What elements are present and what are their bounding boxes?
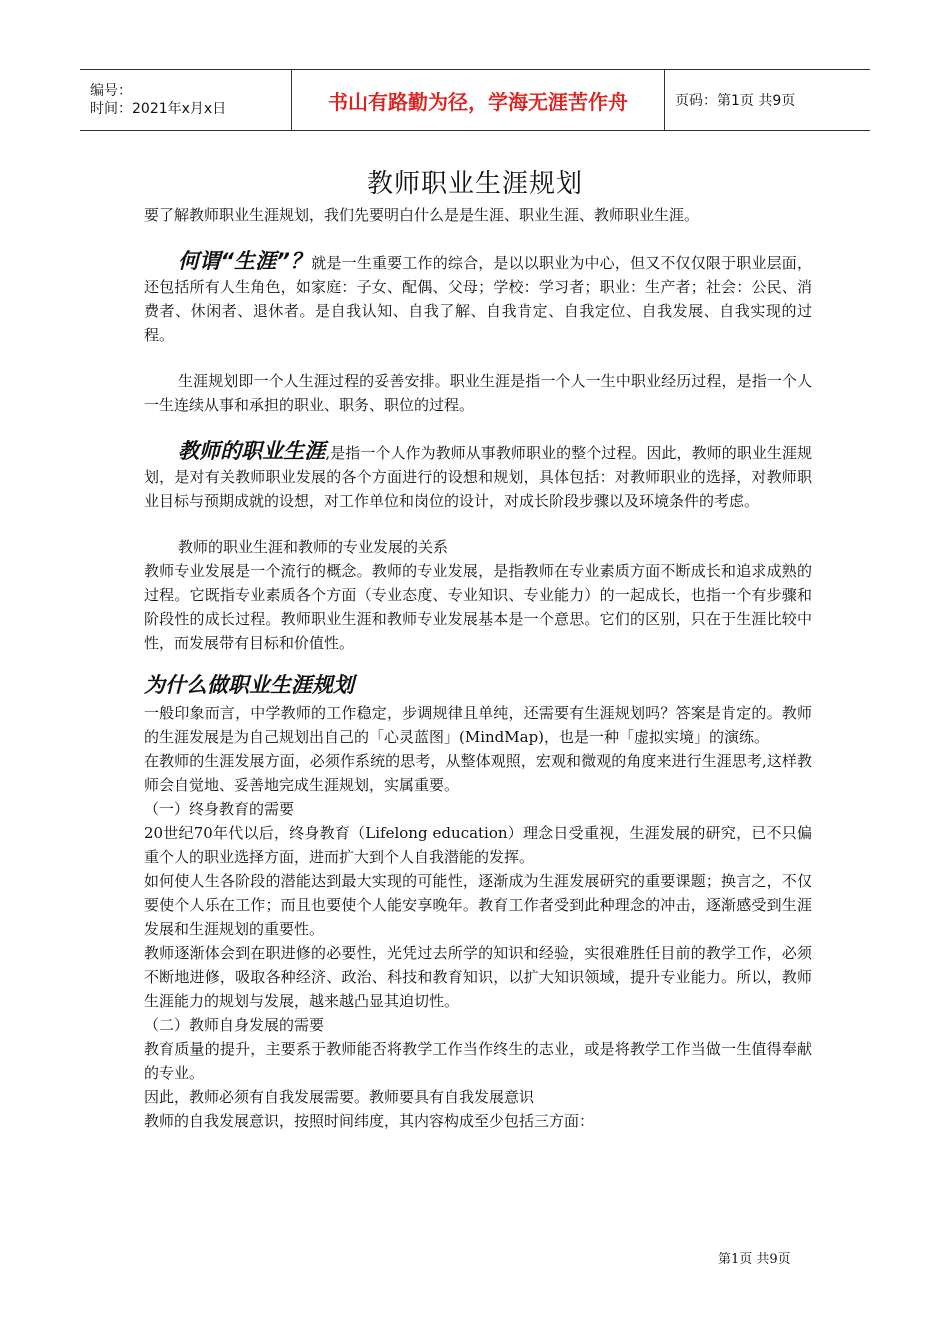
paragraph-self-dev-3: 教师的自我发展意识，按照时间纬度，其内容构成至少包括三方面： xyxy=(144,1112,595,1130)
header-meta xyxy=(80,70,292,130)
paragraph-intro: 要了解教师职业生涯规划，我们先要明白什么是是生涯、职业生涯、教师职业生涯。 xyxy=(144,206,700,224)
paragraph-self-dev-1: 教育质量的提升，主要系于教师能否将教学工作当作终生的志业，或是将教学工作当做一生值得奉献的专业。 xyxy=(144,1040,812,1082)
section-heading-why: 为什么做职业生涯规划 xyxy=(144,673,354,697)
header-motto: 书山有路勤为径，学海无涯苦作舟 xyxy=(328,89,628,114)
header-motto-cell xyxy=(292,70,665,130)
header-page-number: 页码：第1页 共9页 xyxy=(675,93,796,109)
paragraph-lifelong-3: 教师逐渐体会到在职进修的必要性，光凭过去所学的知识和经验，实很难胜任目前的教学工作，必须不断地进修，吸取各种经济、政治、科技和教育知识，以扩大知识领域，提升专业能力。所以，教师生涯能力的规划与发展，越来越凸显其迫切性。 xyxy=(144,944,812,1010)
paragraph-why-2: 在教师的生涯发展方面，必须作系统的思考，从整体观照，宏观和微观的角度来进行生涯思考,这样教师会自觉地、妥善地完成生涯规划，实属重要。 xyxy=(144,752,812,794)
page-header xyxy=(80,69,870,131)
career-term-emphasis: 何谓“生涯”？ xyxy=(178,249,312,273)
paragraph-self-dev-2: 因此，教师必须有自我发展需要。教师要具有自我发展意识 xyxy=(144,1088,535,1106)
paragraph-lifelong-2: 如何使人生各阶段的潜能达到最大实现的可能性，逐渐成为生涯发展研究的重要课题；换言之，不仅要使个人乐在工作；而且也要使个人能安享晚年。教育工作者受到此种理念的冲击，逐渐感受到生涯发展和生涯规划的重要性。 xyxy=(144,872,812,938)
paragraph-career-definition: 何谓“生涯”？就是一生重要工作的综合，是以以职业为中心，但又不仅仅限于职业层面，还包括所有人生角色，如家庭：子女、配偶、父母；学校：学习者；职业：生产者；社会：公民、消费者、休闲者、退休者。是自我认知、自我了解、自我肯定、自我定位、自我发展、自我实现的过程。 xyxy=(144,249,812,344)
header-page-cell xyxy=(665,70,870,130)
document-number-label: 编号： xyxy=(90,83,132,99)
paragraph-teacher-career: 教师的职业生涯,是指一个人作为教师从事教师职业的整个过程。因此，教师的职业生涯规划，是对有关教师职业发展的各个方面进行的设想和规划，具体包括：对教师职业的选择，对教师职业目标与预期成就的设想，对工作单位和岗位的设计，对成长阶段步骤以及环境条件的考虑。 xyxy=(144,439,812,510)
paragraph-career-planning: 生涯规划即一个人生涯过程的妥善安排。职业生涯是指一个人一生中职业经历过程，是指一个人一生连续从事和承担的职业、职务、职位的过程。 xyxy=(144,372,812,414)
subheading-self-development: （二）教师自身发展的需要 xyxy=(144,1016,325,1034)
document-title: 教师职业生涯规划 xyxy=(366,169,583,199)
paragraph-professional-development: 教师专业发展是一个流行的概念。教师的专业发展，是指教师在专业素质方面不断成长和追求成熟的过程。它既指专业素质各个方面（专业态度、专业知识、专业能力）的一起成长，也指一个有步骤和阶段性的成长过程。教师职业生涯和教师专业发展基本是一个意思。它们的区别，只在于生涯比较中性，而发展带有目标和价值性。 xyxy=(144,562,812,652)
document-body xyxy=(144,203,812,1133)
document-time-label: 时间：2021年x月x日 xyxy=(90,101,227,117)
paragraph-why-1: 一般印象而言，中学教师的工作稳定，步调规律且单纯，还需要有生涯规划吗？答案是肯定的。教师的生涯发展是为自己规划出自己的「心灵蓝图」(MindMap)，也是一种「虚拟实境」的演练。 xyxy=(144,704,812,746)
teacher-career-emphasis: 教师的职业生涯 xyxy=(178,439,326,463)
paragraph-lifelong-1: 20世纪70年代以后，终身教育（Lifelong education）理念日受重视，生涯发展的研究，已不只偏重个人的职业选择方面，进而扩大到个人自我潜能的发挥。 xyxy=(144,824,812,866)
page-footer: 第1页 共9页 xyxy=(718,1252,791,1267)
subheading-lifelong-education: （一）终身教育的需要 xyxy=(144,800,295,818)
paragraph-relation-heading: 教师的职业生涯和教师的专业发展的关系 xyxy=(178,538,449,556)
